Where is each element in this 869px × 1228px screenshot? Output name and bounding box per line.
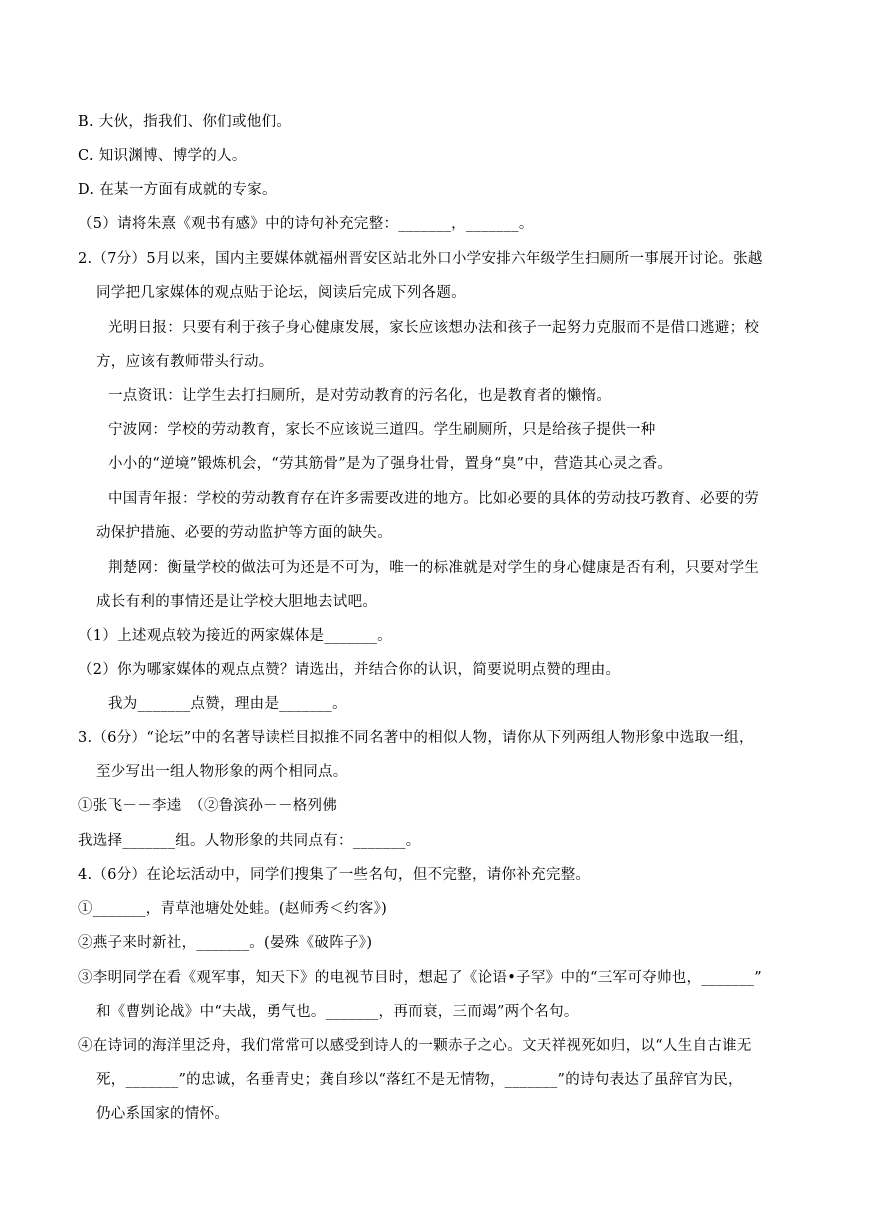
question-4-stem: 4.（6分）在论坛活动中，同学们搜集了一些名句，但不完整，请你补充完整。 — [78, 867, 591, 883]
media-ningbo-cont: 小小的“逆境”锻炼机会，“劳其筋骨”是为了强身壮骨，置身“臭”中，营造其心灵之香。 — [108, 456, 673, 472]
option-b: B. 大伙，指我们、你们或他们。 — [78, 114, 292, 130]
media-jingchu-cont: 成长有利的事情还是让学校大胆地去试吧。 — [96, 594, 378, 610]
media-zhongqing-cont: 动保护措施、必要的劳动监护等方面的缺失。 — [96, 525, 392, 541]
question-4-item-4: ④在诗词的海洋里泛舟，我们常常可以感受到诗人的一颗赤子之心。文天祥视死如归，以“人生自古谁无 — [78, 1038, 752, 1054]
media-guangming: 光明日报：只要有利于孩子身心健康发展，家长应该想办法和孩子一起努力克服而不是借口逃避；校 — [108, 320, 760, 336]
question-1-5: （5）请将朱熹《观书有感》中的诗句补充完整：_______，_______。 — [78, 216, 534, 232]
question-2-1: （1）上述观点较为接近的两家媒体是_______。 — [78, 628, 392, 644]
question-3-groups: ①张飞－－李逵 （②鲁滨孙－－格列佛 — [78, 798, 338, 814]
option-d: D. 在某一方面有成就的专家。 — [78, 182, 277, 198]
question-3-stem-cont: 至少写出一组人物形象的两个相同点。 — [96, 764, 348, 780]
question-4-item-4-cont: 死，_______”的忠诚，名垂青史；龚自珍以“落红不是无情物，_______”的诗句表达了虽辞官为民， — [96, 1072, 743, 1088]
question-2-2-answer: 我为_______点赞，理由是_______。 — [108, 696, 347, 712]
media-jingchu: 荆楚网：衡量学校的做法可为还是不可为，唯一的标准就是对学生的身心健康是否有利，只要对学生 — [108, 560, 760, 576]
media-yidian: 一点资讯：让学生去打扫厕所，是对劳动教育的污名化，也是教育者的懒惰。 — [108, 388, 612, 404]
question-3-stem: 3.（6分）“论坛”中的名著导读栏目拟推不同名著中的相似人物，请你从下列两组人物形象中选取一组， — [78, 730, 754, 746]
option-c: C. 知识渊博、博学的人。 — [78, 148, 247, 164]
question-3-answer: 我选择_______组。人物形象的共同点有：_______。 — [78, 833, 421, 849]
question-4-item-1: ①_______，青草池塘处处蛙。(赵师秀＜约客》) — [78, 901, 388, 917]
media-zhongqing: 中国青年报：学校的劳动教育存在许多需要改进的地方。比如必要的具体的劳动技巧教育、必要的劳 — [108, 491, 760, 507]
media-guangming-cont: 方，应该有教师带头行动。 — [96, 354, 274, 370]
question-4-item-3: ③李明同学在看《观军事，知天下》的电视节目时，想起了《论语•子罕》中的“三军可夺帅也，_______” — [78, 970, 762, 986]
question-2-stem: 2.（7分）5月以来，国内主要媒体就福州晋安区站北外口小学安排六年级学生扫厕所一事展开讨论。张越 — [78, 251, 763, 267]
question-2-2: （2）你为哪家媒体的观点点赞？请选出，并结合你的认识，简要说明点赞的理由。 — [78, 662, 621, 678]
question-2-stem-cont: 同学把几家媒体的观点贴于论坛，阅读后完成下列各题。 — [96, 285, 466, 301]
media-ningbo: 宁波网：学校的劳动教育，家长不应该说三道四。学生刷厕所，只是给孩子提供一种 — [108, 422, 656, 438]
question-4-item-4-end: 仍心系国家的情怀。 — [96, 1106, 230, 1122]
question-4-item-2: ②燕子来时新社，_______。(晏殊《破阵子》) — [78, 935, 373, 951]
question-4-item-3-cont: 和《曹刿论战》中“夫战，勇气也。_______，再而衰，三而竭”两个名句。 — [96, 1004, 579, 1020]
